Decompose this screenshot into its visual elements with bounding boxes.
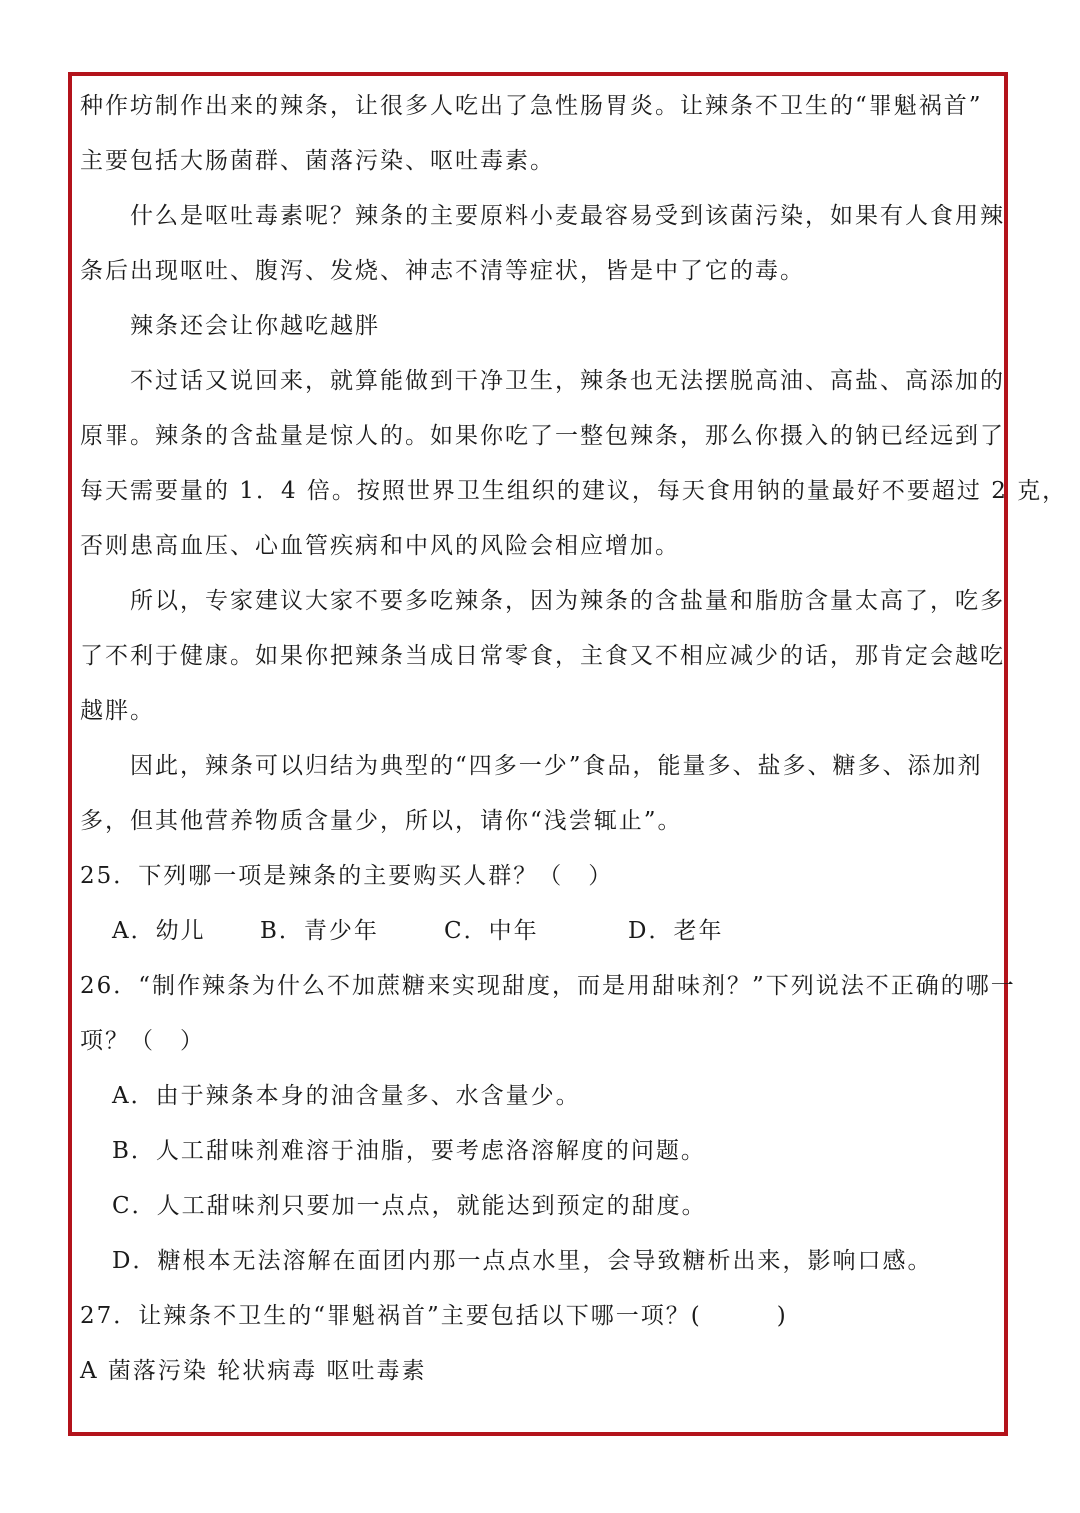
- question-26-stem-cont: 项？（ ）: [80, 1028, 205, 1054]
- article-line: 多，但其他营养物质含量少，所以，请你“浅尝辄止”。: [80, 808, 683, 834]
- question-27-option-a: A 菌落污染 轮状病毒 呕吐毒素: [80, 1358, 427, 1384]
- article-line: 种作坊制作出来的辣条，让很多人吃出了急性肠胃炎。让辣条不卫生的“罪魁祸首”: [80, 93, 983, 119]
- article-line: 条后出现呕吐、腹泻、发烧、神志不清等症状，皆是中了它的毒。: [80, 258, 805, 284]
- article-line: 原罪。辣条的含盐量是惊人的。如果你吃了一整包辣条，那么你摄入的钠已经远到了: [80, 423, 1005, 449]
- question-26-option-d: D．糖根本无法溶解在面团内那一点点水里，会导致糖析出来，影响口感。: [112, 1248, 933, 1274]
- question-25-option-c: C．中年: [444, 918, 539, 944]
- article-line: 否则患高血压、心血管疾病和中风的风险会相应增加。: [80, 533, 680, 559]
- question-25-option-a: A．幼儿: [112, 918, 206, 944]
- article-line: 主要包括大肠菌群、菌落污染、呕吐毒素。: [80, 148, 555, 174]
- question-26-option-a: A．由于辣条本身的油含量多、水含量少。: [112, 1083, 581, 1109]
- question-25-stem: 25．下列哪一项是辣条的主要购买人群？（ ）: [80, 863, 614, 889]
- question-27-stem: 27．让辣条不卫生的“罪魁祸首”主要包括以下哪一项？( ): [80, 1303, 788, 1329]
- section-subheading: 辣条还会让你越吃越胖: [130, 313, 380, 339]
- article-line: 不过话又说回来，就算能做到干净卫生，辣条也无法摆脱高油、高盐、高添加的: [130, 368, 1005, 394]
- question-26-stem: 26．“制作辣条为什么不加蔗糖来实现甜度，而是用甜味剂？”下列说法不正确的哪一: [80, 973, 1016, 999]
- question-25-option-b: B．青少年: [260, 918, 379, 944]
- question-26-option-c: C．人工甜味剂只要加一点点，就能达到预定的甜度。: [112, 1193, 707, 1219]
- question-25-options: [112, 911, 723, 951]
- article-line: 越胖。: [80, 698, 155, 724]
- article-line: 了不利于健康。如果你把辣条当成日常零食，主食又不相应减少的话，那肯定会越吃: [80, 643, 1005, 669]
- article-line: 所以，专家建议大家不要多吃辣条，因为辣条的含盐量和脂肪含量太高了，吃多: [130, 588, 1005, 614]
- question-26-option-b: B．人工甜味剂难溶于油脂，要考虑洛溶解度的问题。: [112, 1138, 706, 1164]
- article-line: 每天需要量的 1．4 倍。按照世界卫生组织的建议，每天食用钠的量最好不要超过 2 克，: [80, 478, 1068, 504]
- question-25-option-d: D．老年: [628, 918, 724, 944]
- article-line: 什么是呕吐毒素呢？辣条的主要原料小麦最容易受到该菌污染，如果有人食用辣: [130, 203, 1005, 229]
- article-line: 因此，辣条可以归结为典型的“四多一少”食品，能量多、盐多、糖多、添加剂: [130, 753, 983, 779]
